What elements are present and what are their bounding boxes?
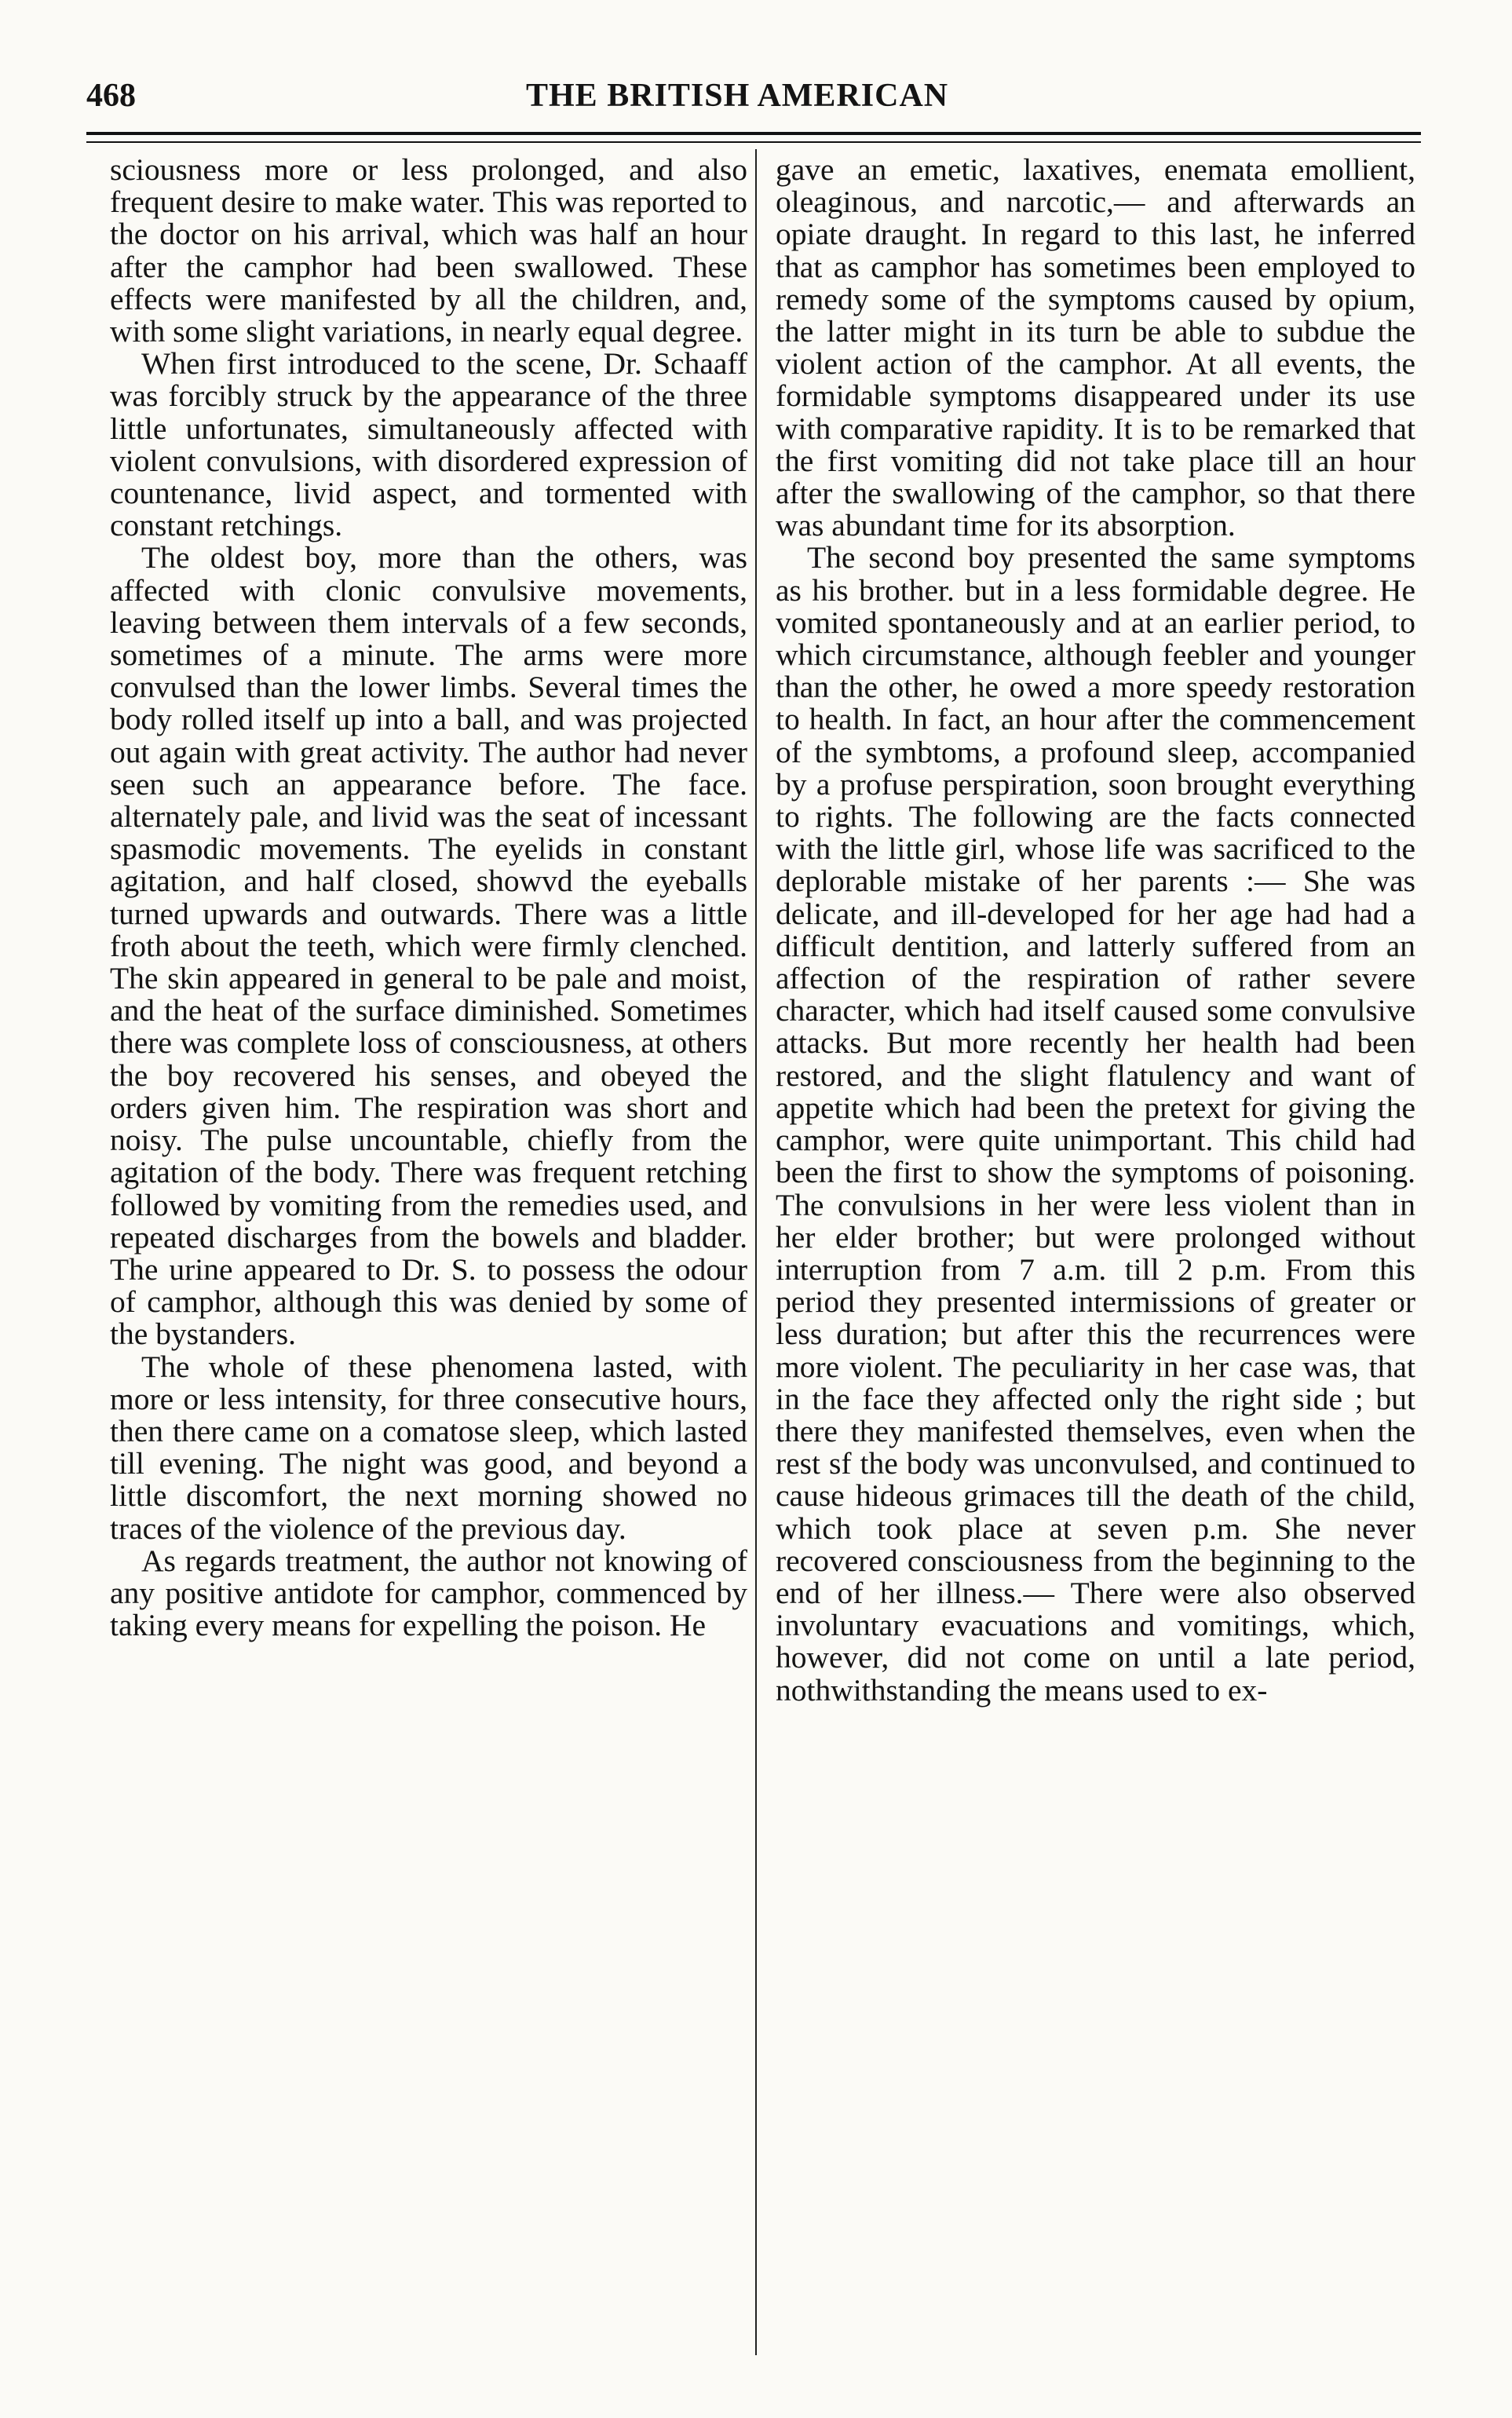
- page-number: 468: [86, 78, 136, 114]
- paragraph: gave an emetic, laxatives, enemata emollient, oleaginous, and narcotic,— and afterwards an opiate draught. In regard to this last, he inferred that as camphor has sometimes been employed to remedy some of the symptoms caused by opium, the latter might in its turn be able to subdue the violent action of the camphor. At all events, the formidable symptoms disappeared under its use with comparative rapidity. It is to be remarked that the first vomiting did not take place till an hour after the swallowing of the camphor, so that there was abundant time for its absorption.: [776, 154, 1415, 543]
- header-rule-thin: [86, 141, 1421, 143]
- running-title: THE BRITISH AMERICAN: [526, 78, 949, 114]
- column-divider: [755, 149, 757, 2355]
- paragraph: When first introduced to the scene, Dr. Schaaff was forcibly struck by the appearance of the three little unfortunates, simultaneously affected with violent convulsions, with disordered expression of countenance, livid aspect, and tormented with constant retchings.: [110, 346, 747, 543]
- right-column: [776, 154, 1415, 2352]
- paragraph: The whole of these phenomena lasted, with more or less intensity, for three consecutive hours, then there came on a comatose sleep, which lasted till evening. The night was good, and beyond a little discomfort, the next morning showed no traces of the violence of the previous day.: [110, 1349, 747, 1546]
- paragraph: sciousness more or less prolonged, and also frequent desire to make water. This was reported to the doctor on his arrival, which was half an hour after the camphor had been swallowed. These effects were manifested by all the children, and, with some slight variations, in nearly equal degree.: [110, 154, 747, 349]
- paragraph: The second boy presented the same symptoms as his brother. but in a less formidable degree. He vomited spontaneously and at an earlier period, to which circumstance, although feebler and younger than the other, he owed a more speedy restoration to health. In fact, an hour after the commencement of the symbtoms, a profound sleep, accompanied by a profuse perspiration, soon brought everything to rights. The following are the facts connected with the little girl, whose life was sacrificed to the deplorable mistake of her parents :— She was delicate, and ill-developed for her age had had a difficult dentition, and latterly suffered from an affection of the respiration of rather severe character, which had itself caused some convulsive attacks. But more recently her health had been restored, and the slight flatulency and want of appetite which had been the pretext for giving the camphor, were quite unimportant. This child had been the first to show the symptoms of poisoning. The convulsions in her were less violent than in her elder brother; but were prolonged without interruption from 7 a.m. till 2 p.m. From this period they presented intermissions of greater or less duration; but after this the recurrences were more violent. The peculiarity in her case was, that in the face they affected only the right side ; but there they manifested themselves, even when the rest sf the body was unconvulsed, and continued to cause hideous grimaces till the death of the child, which took place at seven p.m. She never recovered consciousness from the beginning to the end of her illness.— There were also observed involuntary evacuations and vomitings, which, however, did not come on until a late period, nothwithstanding the means used to ex-: [776, 540, 1415, 1708]
- left-column: [110, 154, 747, 2352]
- page-header: [86, 77, 1421, 132]
- paragraph: The oldest boy, more than the others, was affected with clonic convulsive movements, leaving between them intervals of a few seconds, sometimes of a minute. The arms were more convulsed than the lower limbs. Several times the body rolled itself up into a ball, and was projected out again with great activity. The author had never seen such an appearance before. The face. alternately pale, and livid was the seat of incessant spasmodic movements. The eyelids in constant agitation, and half closed, showvd the eyeballs turned upwards and outwards. There was a little froth about the teeth, which were firmly clenched. The skin appeared in general to be pale and moist, and the heat of the surface diminished. Sometimes there was complete loss of consciousness, at others the boy recovered his senses, and obeyed the orders given him. The respiration was short and noisy. The pulse uncountable, chiefly from the agitation of the body. There was frequent retching followed by vomiting from the remedies used, and repeated discharges from the bowels and bladder. The urine appeared to Dr. S. to possess the odour of camphor, although this was denied by some of the bystanders.: [110, 540, 747, 1352]
- paragraph: As regards treatment, the author not knowing of any positive antidote for camphor, commenced by taking every means for expelling the poison. He: [110, 1543, 747, 1643]
- header-rule-thick: [86, 132, 1421, 135]
